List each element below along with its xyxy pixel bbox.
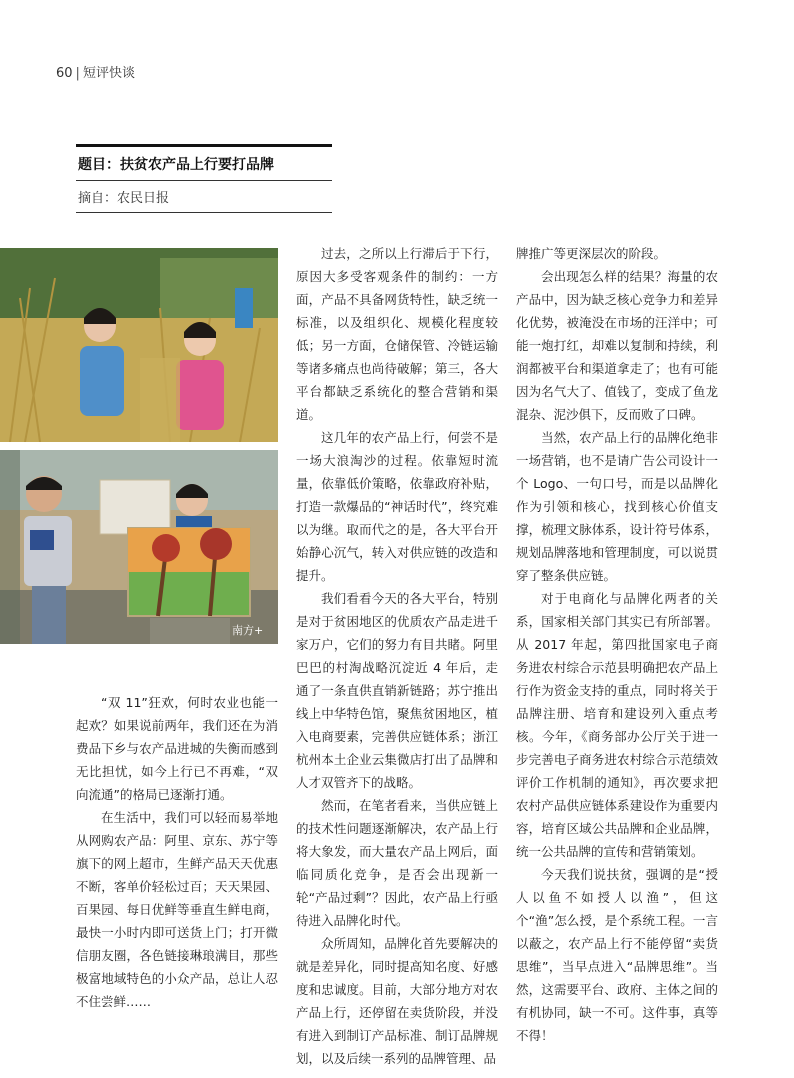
text-column-3: [516, 242, 718, 1047]
photo-rice-harvest: [0, 248, 278, 442]
paragraph: 我们看看今天的各大平台，特别是对于贫困地区的优质农产品走进千家万户，它们的努力有目共睹。阿里巴巴的村淘战略沉淀近 4 年后，走通了一条直供直销新链路；苏宁推出线上中华特色馆，聚焦贫困地区，植入电商要素，完善供应链体系；浙江杭州本土企业云集微店打出了品牌和人才双管齐下的战略。: [296, 591, 498, 790]
photo-watermark: 南方+: [232, 624, 264, 637]
paragraph-continuation: 牌推广等更深层次的阶段。: [516, 246, 667, 261]
paragraph: 然而，在笔者看来，当供应链上的技术性问题逐渐解决，农产品上行将大象发，而大量农产品上网后，面临同质化竞争，是否会出现新一轮“产品过剩”？因此，农产品上行亟待进入品牌化时代。: [296, 798, 498, 928]
paragraph: 过去，之所以上行滞后于下行，原因大多受客观条件的制约：一方面，产品不具备网货特性，缺乏统一标准，以及组织化、规模化程度较低；另一方面，仓储保管、冷链运输等诸多痛点也尚待破解；第三，各大平台都缺乏系统化的整合营销和渠道。: [296, 246, 498, 422]
article-title: 题目：扶贫农产品上行要打品牌: [78, 157, 274, 173]
article-source: 摘自：农民日报: [78, 191, 170, 206]
paragraph: 今天我们说扶贫，强调的是“授人以鱼不如授人以渔”，但这个“渔”怎么授，是个系统工程。一言以蔽之，农产品上行不能停留“卖货思维”，当早点进入“品牌思维”。当然，这需要平台、政府、主体之间的有机协同，缺一不可。这件事，真等不得！: [516, 867, 718, 1043]
text-column-2: [296, 242, 498, 1070]
section-name: 短评快谈: [82, 66, 135, 81]
photo-rice-harvest-image: [0, 248, 278, 442]
photo-children-painting-image: [0, 450, 278, 644]
header-separator: |: [75, 66, 80, 81]
photo-children-painting: [0, 450, 278, 644]
text-column-1: [76, 691, 278, 1013]
paragraph: 这几年的农产品上行，何尝不是一场大浪淘沙的过程。依靠短时流量，依靠低价策略，依靠政府补贴，打造一款爆品的“神话时代”，终究难以为继。取而代之的是，各大平台开始静心沉气，转入对供应链的改造和提升。: [296, 430, 498, 583]
paragraph: 对于电商化与品牌化两者的关系，国家相关部门其实已有所部署。从 2017 年起，第四批国家电子商务进农村综合示范县明确把农产品上行作为资金支持的重点，同时将关于品牌注册、培育和建设列入重点考核。今年，《商务部办公厅关于进一步完善电子商务进农村综合示范绩效评价工作机制的通知》，再次要求把农村产品供应链体系建设作为重要内容，培育区域公共品牌和企业品牌，统一公共品牌的宣传和营销策划。: [516, 591, 718, 859]
page-header: [56, 62, 135, 81]
paragraph: 众所周知，品牌化首先要解决的就是差异化，同时提高知名度、好感度和忠诚度。目前，大部分地方对农产品上行，还停留在卖货阶段，并没有进入到制订产品标准、制订品牌规划，以及后续一系列的品牌管理、品: [296, 936, 498, 1066]
title-bottom-rule: [76, 212, 332, 213]
article-title-box: [76, 144, 332, 213]
paragraph: 当然，农产品上行的品牌化绝非一场营销，也不是请广告公司设计一个 Logo、一句口号，而是以品牌化作为引领和核心，找到核心价值支撑，梳理文脉体系，设计符号体系，规划品牌落地和管理制度，可以说贯穿了整条供应链。: [516, 430, 718, 583]
paragraph: 会出现怎么样的结果？海量的农产品中，因为缺乏核心竞争力和差异化优势，被淹没在市场的汪洋中；可能一炮打红，却难以复制和持续，利润都被平台和渠道拿走了；也有可能因为名气大了、值钱了，变成了鱼龙混杂、泥沙俱下，反而败了口碑。: [516, 269, 718, 422]
paragraph: 在生活中，我们可以轻而易举地从网购农产品：阿里、京东、苏宁等旗下的网上超市，生鲜产品天天优惠不断，客单价轻松过百；天天果园、百果园、每日优鲜等垂直生鲜电商，最快一小时内即可送货上门；打开微信朋友圈，各色链接琳琅满目，那些极富地域特色的小众产品，总让人忍不住尝鲜……: [76, 810, 278, 1009]
paragraph: “双 11”狂欢，何时农业也能一起欢？如果说前两年，我们还在为消费品下乡与农产品进城的失衡而感到无比担忧，如今上行已不再难，“双向流通”的格局已逐渐打通。: [76, 695, 278, 802]
page-number: 60: [56, 66, 73, 81]
